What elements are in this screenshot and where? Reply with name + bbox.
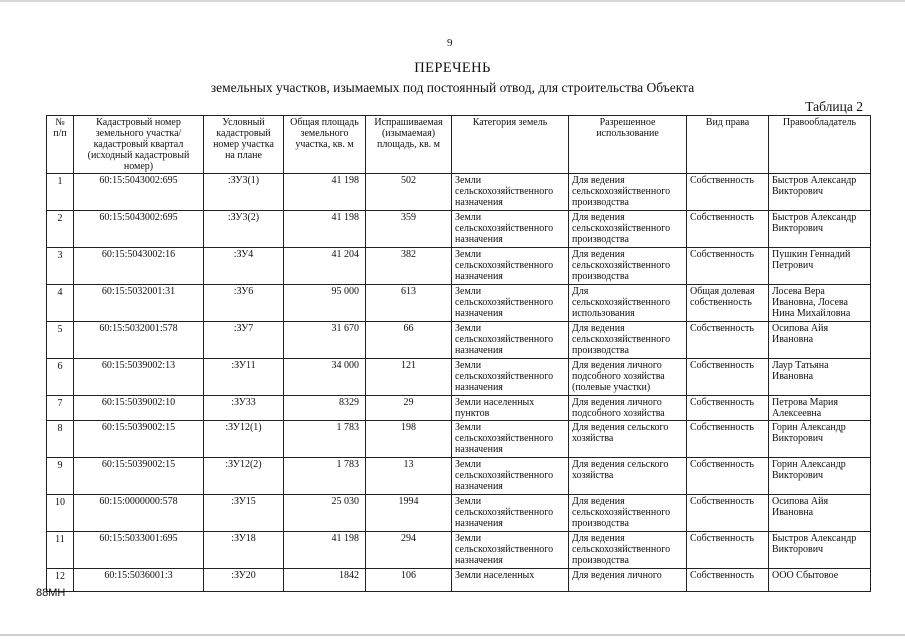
cell-right-type: Собственность — [687, 532, 769, 569]
cell-total-area: 1842 — [284, 569, 366, 592]
cell-permitted-use: Для ведения сельского хозяйства — [569, 458, 687, 495]
cell-conditional-number: :ЗУ12(2) — [204, 458, 284, 495]
cell-permitted-use: Для сельскохозяйственного использования — [569, 285, 687, 322]
cell-right-type: Собственность — [687, 569, 769, 592]
cell-requested-area: 382 — [366, 248, 452, 285]
table-row — [47, 322, 871, 359]
cell-land-category: Земли сельскохозяйственного назначения — [452, 322, 569, 359]
cell-permitted-use: Для ведения сельского хозяйства — [569, 421, 687, 458]
cell-row-number: 8 — [47, 421, 74, 458]
cell-conditional-number: :ЗУ4 — [204, 248, 284, 285]
cell-conditional-number: :ЗУ33 — [204, 396, 284, 421]
cell-conditional-number: :ЗУ6 — [204, 285, 284, 322]
cell-land-category: Земли сельскохозяйственного назначения — [452, 458, 569, 495]
cell-cadastral-number: 60:15:5039002:10 — [74, 396, 204, 421]
cell-total-area: 1 783 — [284, 458, 366, 495]
cell-row-number: 1 — [47, 174, 74, 211]
footer-code: 88МН — [36, 587, 66, 599]
cell-cadastral-number: 60:15:5043002:695 — [74, 174, 204, 211]
cell-total-area: 31 670 — [284, 322, 366, 359]
cell-right-type: Собственность — [687, 248, 769, 285]
cell-land-category: Земли сельскохозяйственного назначения — [452, 532, 569, 569]
cell-permitted-use: Для ведения сельскохозяйственного производства — [569, 495, 687, 532]
cell-conditional-number: :ЗУ15 — [204, 495, 284, 532]
table-row — [47, 569, 871, 592]
header-permitted-use: Разрешенное использование — [569, 116, 687, 174]
cell-row-number: 12 — [47, 569, 74, 592]
header-row-number: № п/п — [47, 116, 74, 174]
cell-land-category: Земли сельскохозяйственного назначения — [452, 285, 569, 322]
cell-requested-area: 121 — [366, 359, 452, 396]
cell-total-area: 41 198 — [284, 532, 366, 569]
cell-land-category: Земли населенных пунктов — [452, 396, 569, 421]
table-row — [47, 532, 871, 569]
cell-right-type: Собственность — [687, 174, 769, 211]
table-row — [47, 211, 871, 248]
cell-owner: Быстров Александр Викторович — [769, 174, 871, 211]
cell-right-type: Собственность — [687, 359, 769, 396]
cell-permitted-use: Для ведения личного — [569, 569, 687, 592]
cell-cadastral-number: 60:15:5043002:695 — [74, 211, 204, 248]
cell-total-area: 41 204 — [284, 248, 366, 285]
table-header-row — [47, 116, 871, 174]
cell-cadastral-number: 60:15:5032001:578 — [74, 322, 204, 359]
cell-total-area: 41 198 — [284, 211, 366, 248]
cell-land-category: Земли сельскохозяйственного назначения — [452, 495, 569, 532]
cell-row-number: 4 — [47, 285, 74, 322]
cell-requested-area: 1994 — [366, 495, 452, 532]
cell-conditional-number: :ЗУ20 — [204, 569, 284, 592]
cell-owner: Лаур Татьяна Ивановна — [769, 359, 871, 396]
document-title: ПЕРЕЧЕНЬ — [414, 60, 491, 76]
header-land-category: Категория земель — [452, 116, 569, 174]
document-subtitle: земельных участков, изымаемых под постоянный отвод, для строительства Объекта — [210, 80, 695, 95]
cell-requested-area: 66 — [366, 322, 452, 359]
cell-right-type: Собственность — [687, 495, 769, 532]
cell-land-category: Земли сельскохозяйственного назначения — [452, 421, 569, 458]
table-row — [47, 495, 871, 532]
cell-cadastral-number: 60:15:5039002:13 — [74, 359, 204, 396]
table-body — [47, 174, 871, 592]
cell-permitted-use: Для ведения личного подсобного хозяйства — [569, 396, 687, 421]
cell-row-number: 2 — [47, 211, 74, 248]
cell-conditional-number: :ЗУ18 — [204, 532, 284, 569]
cell-owner: ООО Сбытовое — [769, 569, 871, 592]
cell-requested-area: 106 — [366, 569, 452, 592]
cell-land-category: Земли сельскохозяйственного назначения — [452, 211, 569, 248]
cell-requested-area: 613 — [366, 285, 452, 322]
cell-land-category: Земли сельскохозяйственного назначения — [452, 248, 569, 285]
table-row — [47, 458, 871, 495]
cell-conditional-number: :ЗУ11 — [204, 359, 284, 396]
cell-conditional-number: :ЗУ3(1) — [204, 174, 284, 211]
header-cadastral-number: Кадастровый номер земельного участка/ кадастровый квартал (исходный кадастровый номер) — [74, 116, 204, 174]
cell-owner: Горин Александр Викторович — [769, 421, 871, 458]
scan-bottom-edge — [0, 634, 905, 636]
cell-cadastral-number: 60:15:5039002:15 — [74, 421, 204, 458]
cell-requested-area: 29 — [366, 396, 452, 421]
header-right-type: Вид права — [687, 116, 769, 174]
cell-row-number: 10 — [47, 495, 74, 532]
cell-owner: Горин Александр Викторович — [769, 458, 871, 495]
table-row — [47, 248, 871, 285]
table-row — [47, 285, 871, 322]
cell-total-area: 41 198 — [284, 174, 366, 211]
cell-total-area: 34 000 — [284, 359, 366, 396]
cell-total-area: 8329 — [284, 396, 366, 421]
cell-requested-area: 502 — [366, 174, 452, 211]
cell-owner: Лосева Вера Ивановна, Лосева Нина Михайловна — [769, 285, 871, 322]
cell-conditional-number: :ЗУ12(1) — [204, 421, 284, 458]
header-owner: Правообладатель — [769, 116, 871, 174]
cell-right-type: Собственность — [687, 322, 769, 359]
cell-permitted-use: Для ведения сельскохозяйственного производства — [569, 211, 687, 248]
cell-right-type: Собственность — [687, 421, 769, 458]
cell-land-category: Земли населенных — [452, 569, 569, 592]
cell-requested-area: 359 — [366, 211, 452, 248]
table-row — [47, 421, 871, 458]
cell-owner: Пушкин Геннадий Петрович — [769, 248, 871, 285]
cell-cadastral-number: 60:15:5036001:3 — [74, 569, 204, 592]
cell-row-number: 5 — [47, 322, 74, 359]
cell-requested-area: 198 — [366, 421, 452, 458]
scan-top-edge — [0, 0, 905, 2]
cell-permitted-use: Для ведения личного подсобного хозяйства (полевые участки) — [569, 359, 687, 396]
table-row — [47, 396, 871, 421]
cell-total-area: 1 783 — [284, 421, 366, 458]
table-label: Таблица 2 — [805, 99, 863, 114]
cell-row-number: 11 — [47, 532, 74, 569]
cell-right-type: Собственность — [687, 458, 769, 495]
cell-total-area: 25 030 — [284, 495, 366, 532]
header-conditional-number: Условный кадастровый номер участка на плане — [204, 116, 284, 174]
table-row — [47, 359, 871, 396]
header-requested-area: Испрашиваемая (изымаемая) площадь, кв. м — [366, 116, 452, 174]
cell-total-area: 95 000 — [284, 285, 366, 322]
cell-conditional-number: :ЗУ7 — [204, 322, 284, 359]
cell-permitted-use: Для ведения сельскохозяйственного производства — [569, 248, 687, 285]
cell-owner: Быстров Александр Викторович — [769, 532, 871, 569]
table-row — [47, 174, 871, 211]
cell-owner: Осипова Айя Ивановна — [769, 322, 871, 359]
cell-cadastral-number: 60:15:5033001:695 — [74, 532, 204, 569]
cell-land-category: Земли сельскохозяйственного назначения — [452, 359, 569, 396]
cell-row-number: 6 — [47, 359, 74, 396]
cell-cadastral-number: 60:15:5032001:31 — [74, 285, 204, 322]
cell-owner: Петрова Мария Алексеевна — [769, 396, 871, 421]
cell-right-type: Собственность — [687, 396, 769, 421]
cell-land-category: Земли сельскохозяйственного назначения — [452, 174, 569, 211]
cell-requested-area: 294 — [366, 532, 452, 569]
cell-cadastral-number: 60:15:5043002:16 — [74, 248, 204, 285]
cell-cadastral-number: 60:15:0000000:578 — [74, 495, 204, 532]
header-total-area: Общая площадь земельного участка, кв. м — [284, 116, 366, 174]
cell-permitted-use: Для ведения сельскохозяйственного производства — [569, 174, 687, 211]
cell-owner: Быстров Александр Викторович — [769, 211, 871, 248]
cell-cadastral-number: 60:15:5039002:15 — [74, 458, 204, 495]
page-number: 9 — [447, 37, 453, 49]
cell-requested-area: 13 — [366, 458, 452, 495]
land-plots-table — [46, 115, 871, 592]
cell-permitted-use: Для ведения сельскохозяйственного производства — [569, 532, 687, 569]
cell-owner: Осипова Айя Ивановна — [769, 495, 871, 532]
cell-permitted-use: Для ведения сельскохозяйственного производства — [569, 322, 687, 359]
cell-conditional-number: :ЗУ3(2) — [204, 211, 284, 248]
cell-row-number: 9 — [47, 458, 74, 495]
cell-row-number: 7 — [47, 396, 74, 421]
cell-right-type: Общая долевая собственность — [687, 285, 769, 322]
cell-right-type: Собственность — [687, 211, 769, 248]
cell-row-number: 3 — [47, 248, 74, 285]
